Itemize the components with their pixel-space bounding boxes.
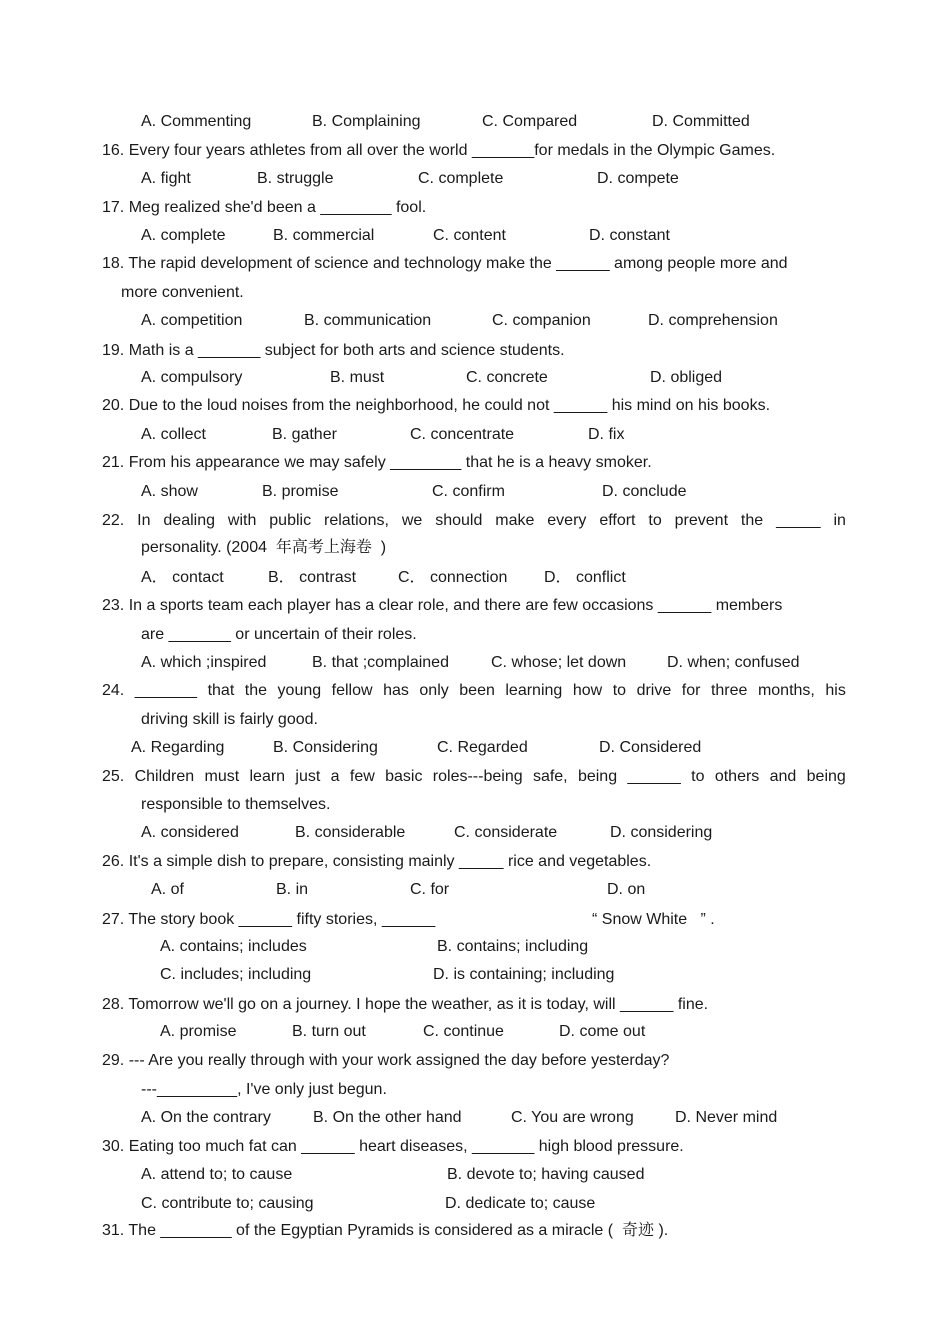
q28-option-a: A. promise	[160, 1023, 237, 1040]
q29-stem-line1: 29. --- Are you really through with your work assigned the day before yesterday?	[102, 1052, 670, 1069]
q25-stem-line1: 25. Children must learn just a few basic roles---being safe, being ______ to others and being	[102, 768, 846, 785]
q27-option-c: C. includes; including	[160, 966, 312, 983]
q21-stem: 21. From his appearance we may safely ________ that he is a heavy smoker.	[102, 454, 652, 471]
q28-option-c: C. continue	[423, 1023, 504, 1040]
q25-option-b: B. considerable	[295, 824, 406, 841]
q27-option-a: A. contains; includes	[160, 938, 307, 955]
q27-option-b: B. contains; including	[437, 938, 589, 955]
q19-option-c: C. concrete	[466, 369, 548, 386]
q23-option-d: D. when; confused	[667, 654, 800, 671]
q31-stem: 31. The ________ of the Egyptian Pyramids is considered as a miracle ( 奇迹 ).	[102, 1222, 669, 1239]
q29-stem-line2: ---_________, I've only just begun.	[141, 1081, 387, 1098]
q29-option-d: D. Never mind	[675, 1109, 778, 1126]
q23-option-b: B. that ;complained	[312, 654, 449, 671]
q18-stem-line1: 18. The rapid development of science and technology make the ______ among people more and	[102, 255, 788, 272]
q26-option-a: A. of	[151, 881, 184, 898]
q16-stem: 16. Every four years athletes from all over the world _______for medals in the Olympic Games.	[102, 142, 776, 159]
q17-option-b: B. commercial	[273, 227, 375, 244]
q24-stem-line2: driving skill is fairly good.	[141, 711, 318, 728]
q20-option-a: A. collect	[141, 426, 206, 443]
q16-option-c: C. complete	[418, 170, 504, 187]
q27-stem-tail: “ Snow White ” .	[592, 911, 715, 928]
q26-stem: 26. It's a simple dish to prepare, consisting mainly _____ rice and vegetables.	[102, 853, 652, 870]
q22-option-a: A． contact	[141, 569, 224, 586]
q16-option-b: B. struggle	[257, 170, 334, 187]
q20-option-c: C. concentrate	[410, 426, 515, 443]
q22-stem-line2: personality. (2004 年高考上海卷 )	[141, 539, 387, 556]
q20-option-b: B. gather	[272, 426, 337, 443]
q23-stem-line2: are _______ or uncertain of their roles.	[141, 626, 417, 643]
q25-option-d: D. considering	[610, 824, 713, 841]
q17-option-d: D. constant	[589, 227, 670, 244]
q21-option-d: D. conclude	[602, 483, 687, 500]
q15-option-c: C. Compared	[482, 113, 578, 130]
q20-option-d: D. fix	[588, 426, 625, 443]
q24-option-a: A. Regarding	[131, 739, 225, 756]
q16-option-d: D. compete	[597, 170, 679, 187]
q17-option-c: C. content	[433, 227, 506, 244]
q21-option-b: B. promise	[262, 483, 339, 500]
q30-stem: 30. Eating too much fat can ______ heart diseases, _______ high blood pressure.	[102, 1138, 684, 1155]
q27-stem: 27. The story book ______ fifty stories, ______	[102, 911, 436, 928]
q18-option-b: B. communication	[304, 312, 432, 329]
q26-option-c: C. for	[410, 881, 450, 898]
q29-option-a: A. On the contrary	[141, 1109, 271, 1126]
q30-option-b: B. devote to; having caused	[447, 1166, 645, 1183]
q22-option-d: D． conflict	[544, 569, 626, 586]
q30-option-d: D. dedicate to; cause	[445, 1195, 596, 1212]
q15-option-d: D. Committed	[652, 113, 750, 130]
q19-option-d: D. obliged	[650, 369, 723, 386]
q19-option-a: A. compulsory	[141, 369, 243, 386]
q18-stem-line2: more convenient.	[121, 284, 244, 301]
q23-option-c: C. whose; let down	[491, 654, 627, 671]
q22-option-b: B． contrast	[268, 569, 357, 586]
q29-option-c: C. You are wrong	[511, 1109, 634, 1126]
q24-stem-line1: 24. _______ that the young fellow has only been learning how to drive for three months, his	[102, 682, 846, 699]
q24-option-d: D. Considered	[599, 739, 702, 756]
q18-option-a: A. competition	[141, 312, 243, 329]
q15-option-b: B. Complaining	[312, 113, 421, 130]
q28-option-b: B. turn out	[292, 1023, 366, 1040]
q23-option-a: A. which ;inspired	[141, 654, 267, 671]
q25-option-a: A. considered	[141, 824, 239, 841]
q20-stem: 20. Due to the loud noises from the neighborhood, he could not ______ his mind on his books.	[102, 397, 771, 414]
q18-option-c: C. companion	[492, 312, 591, 329]
q26-option-d: D. on	[607, 881, 646, 898]
q17-stem: 17. Meg realized she'd been a ________ fool.	[102, 199, 427, 216]
q21-option-c: C. confirm	[432, 483, 505, 500]
q22-option-c: C． connection	[398, 569, 508, 586]
q23-stem-line1: 23. In a sports team each player has a clear role, and there are few occasions ______ members	[102, 597, 783, 614]
q25-stem-line2: responsible to themselves.	[141, 796, 331, 813]
q29-option-b: B. On the other hand	[313, 1109, 462, 1126]
q15-option-a: A. Commenting	[141, 113, 252, 130]
q24-option-c: C. Regarded	[437, 739, 528, 756]
q19-option-b: B. must	[330, 369, 385, 386]
q26-option-b: B. in	[276, 881, 309, 898]
q21-option-a: A. show	[141, 483, 198, 500]
q30-option-c: C. contribute to; causing	[141, 1195, 314, 1212]
q25-option-c: C. considerate	[454, 824, 558, 841]
q24-option-b: B. Considering	[273, 739, 378, 756]
q22-stem-line1: 22. In dealing with public relations, we should make every effort to prevent the _____ in	[102, 512, 846, 529]
q16-option-a: A. fight	[141, 170, 191, 187]
q30-option-a: A. attend to; to cause	[141, 1166, 293, 1183]
q19-stem: 19. Math is a _______ subject for both arts and science students.	[102, 342, 565, 359]
q17-option-a: A. complete	[141, 227, 226, 244]
q28-option-d: D. come out	[559, 1023, 646, 1040]
q28-stem: 28. Tomorrow we'll go on a journey. I hope the weather, as it is today, will ______ fine.	[102, 996, 709, 1013]
q18-option-d: D. comprehension	[648, 312, 778, 329]
q27-option-d: D. is containing; including	[433, 966, 615, 983]
